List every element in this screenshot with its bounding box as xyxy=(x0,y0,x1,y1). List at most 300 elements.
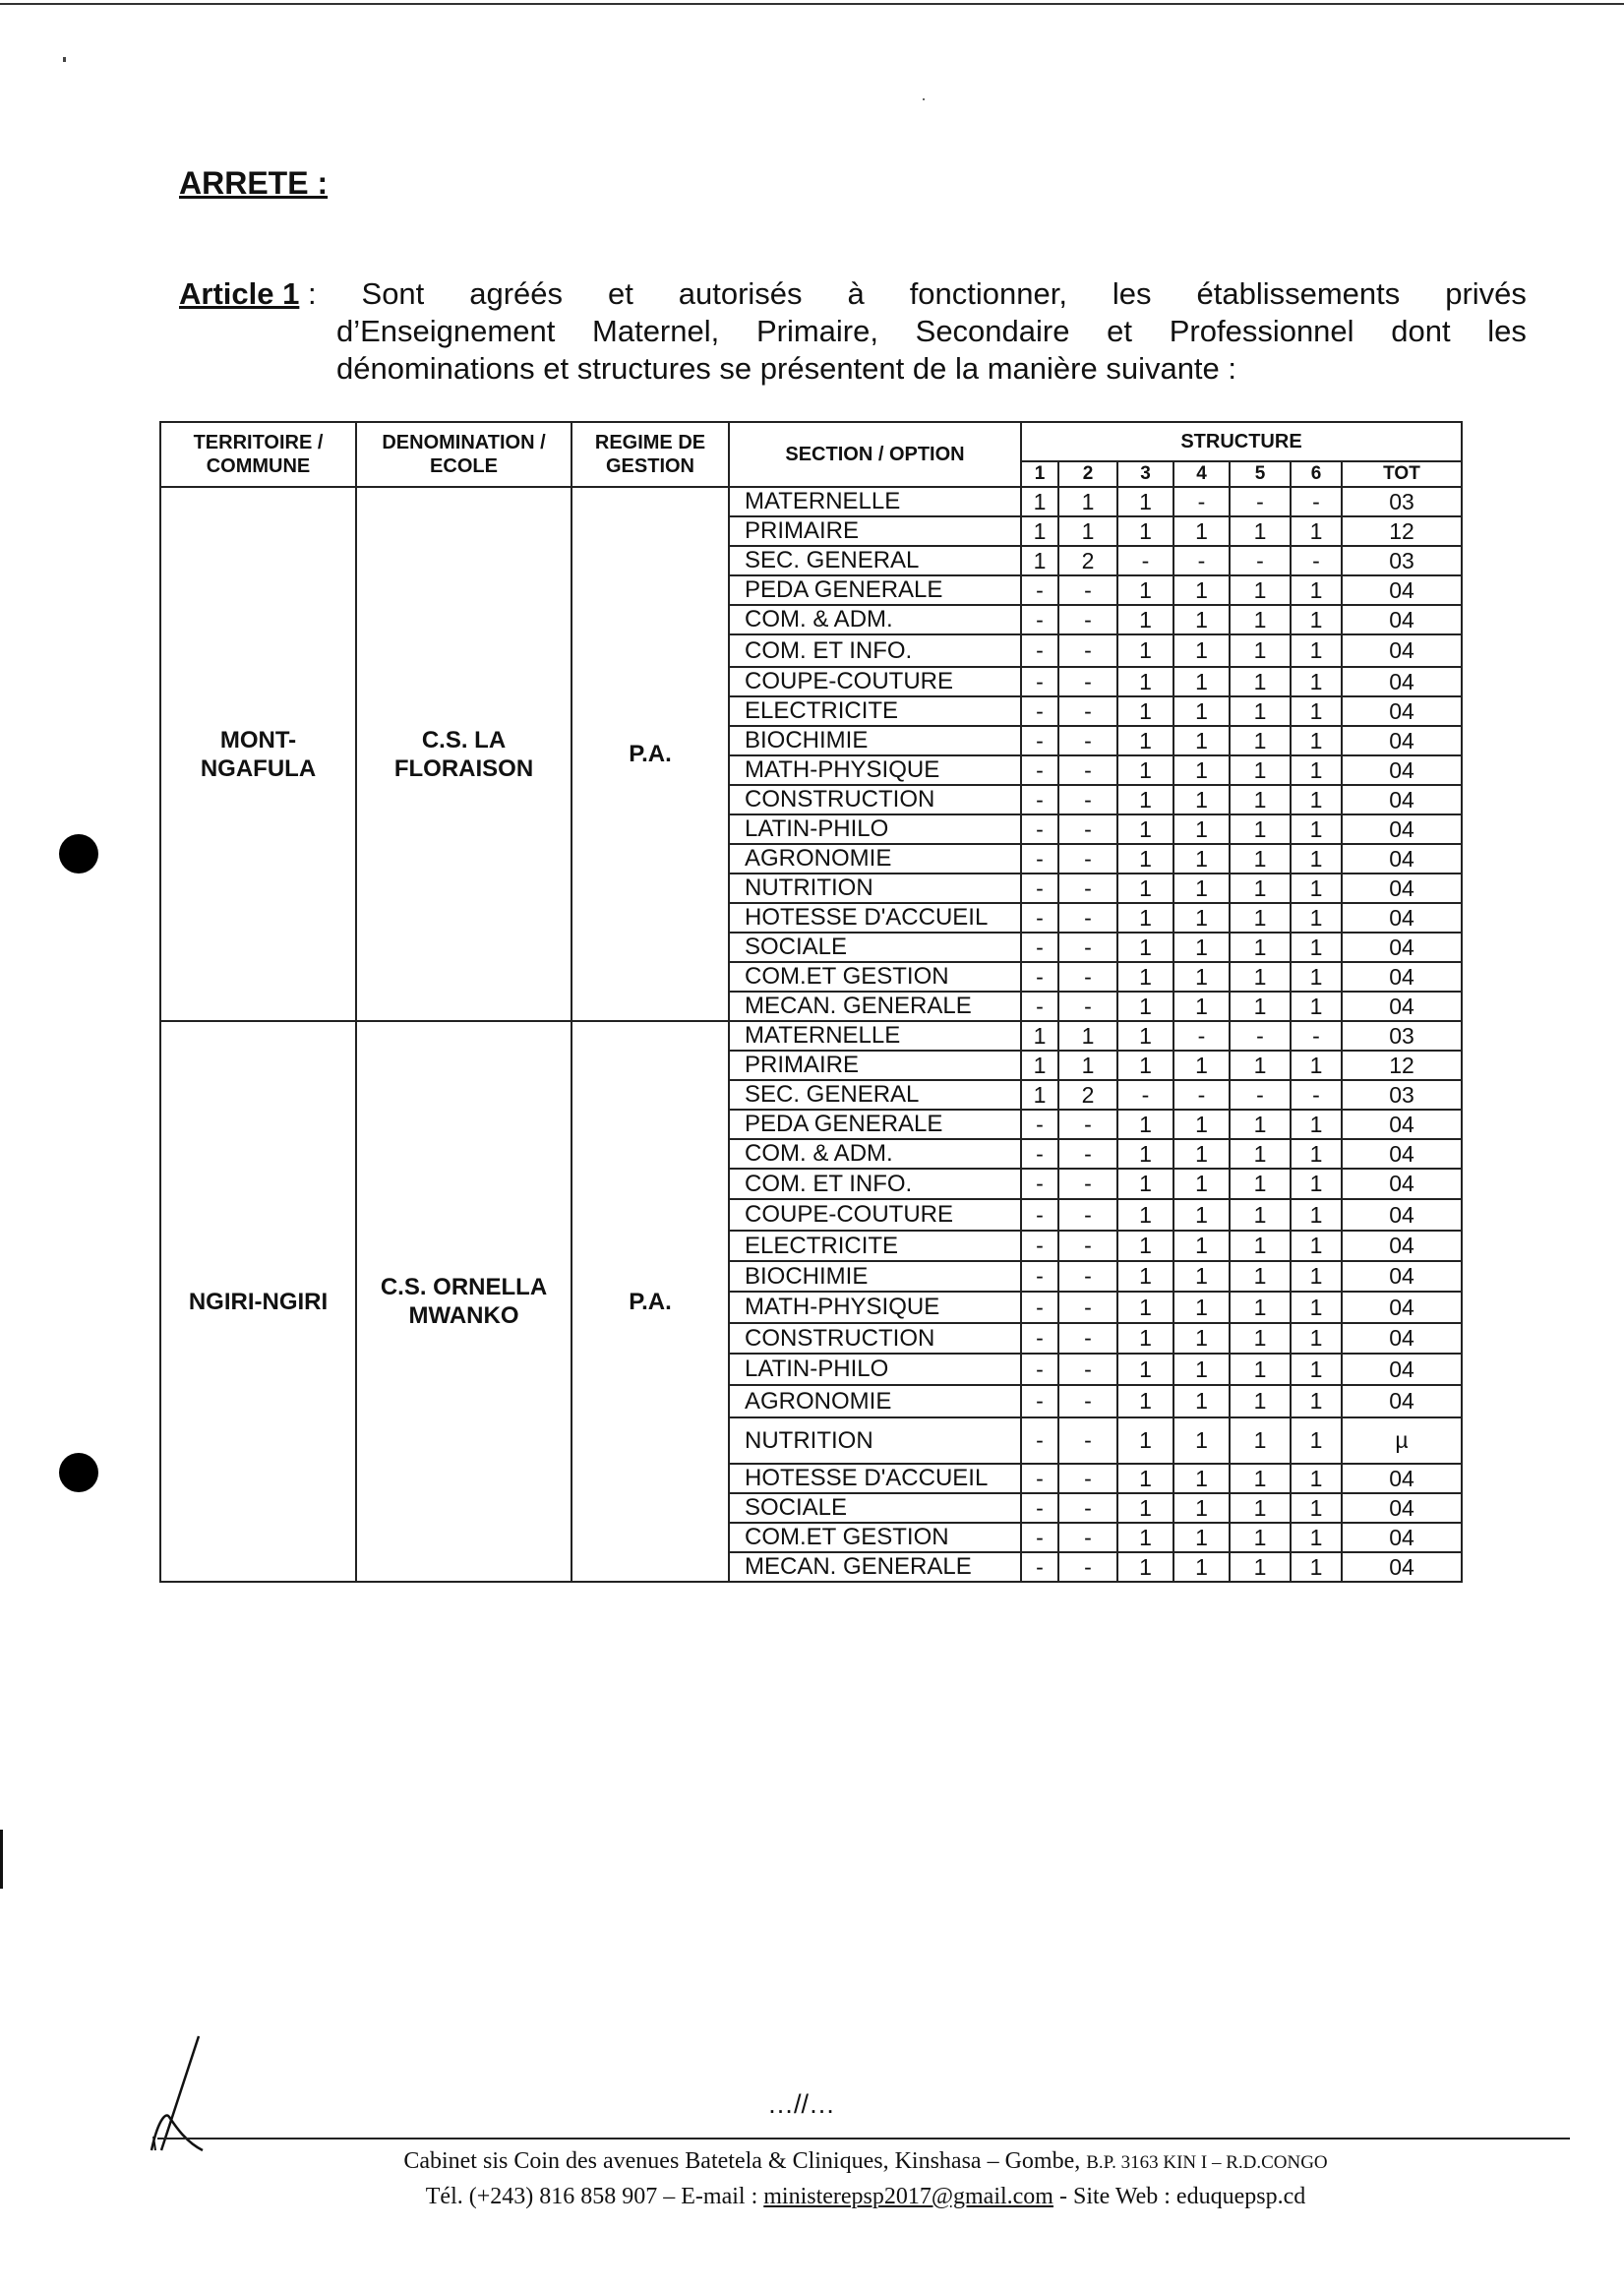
structure-value: - xyxy=(1058,1231,1117,1261)
section-option: SOCIALE xyxy=(729,1493,1021,1523)
structure-value: 1 xyxy=(1117,1231,1173,1261)
structure-value: 1 xyxy=(1117,726,1173,755)
group-ecole: C.S. LA FLORAISON xyxy=(356,487,571,1021)
structure-total: 04 xyxy=(1342,903,1462,933)
structure-total: 04 xyxy=(1342,1231,1462,1261)
header-structure-col: 3 xyxy=(1117,461,1173,487)
structure-value: 1 xyxy=(1173,1464,1230,1493)
structure-value: 1 xyxy=(1173,1354,1230,1385)
structure-value: - xyxy=(1058,992,1117,1021)
structure-value: - xyxy=(1021,696,1058,726)
structure-value: - xyxy=(1058,962,1117,992)
structure-value: 1 xyxy=(1291,755,1342,785)
structure-value: - xyxy=(1058,1523,1117,1552)
structure-value: 1 xyxy=(1173,575,1230,605)
structure-value: 1 xyxy=(1291,814,1342,844)
structure-total: 04 xyxy=(1342,844,1462,874)
structure-value: - xyxy=(1058,1139,1117,1169)
structure-value: 1 xyxy=(1117,487,1173,516)
article-word: fonctionner, xyxy=(909,276,1067,311)
structure-value: 1 xyxy=(1173,634,1230,667)
structure-value: 1 xyxy=(1291,1110,1342,1139)
structure-value: 1 xyxy=(1230,1493,1291,1523)
section-option: PRIMAIRE xyxy=(729,516,1021,546)
structure-value: 1 xyxy=(1291,1493,1342,1523)
section-option: SEC. GENERAL xyxy=(729,546,1021,575)
structure-value: - xyxy=(1058,667,1117,696)
article-word: agréés xyxy=(469,276,564,311)
structure-value: - xyxy=(1173,1021,1230,1051)
structure-value: 1 xyxy=(1230,726,1291,755)
structure-value: 1 xyxy=(1173,1552,1230,1582)
structure-value: - xyxy=(1058,1385,1117,1417)
article-word: Maternel, xyxy=(592,314,720,348)
structure-value: 1 xyxy=(1230,1199,1291,1231)
structure-value: - xyxy=(1058,605,1117,634)
structure-value: 1 xyxy=(1230,696,1291,726)
structure-value: 1 xyxy=(1291,575,1342,605)
header-section: SECTION / OPTION xyxy=(729,422,1021,487)
structure-value: - xyxy=(1021,992,1058,1021)
article-word: les xyxy=(1112,276,1152,311)
structure-total: 04 xyxy=(1342,1552,1462,1582)
structure-total: 04 xyxy=(1342,726,1462,755)
structure-value: 1 xyxy=(1117,1051,1173,1080)
section-option: MECAN. GENERALE xyxy=(729,992,1021,1021)
article-word: privés xyxy=(1445,276,1527,311)
structure-total: 04 xyxy=(1342,605,1462,634)
structure-value: - xyxy=(1021,1169,1058,1199)
structure-value: 1 xyxy=(1291,1051,1342,1080)
table-row xyxy=(160,1021,1462,1051)
footer-phone: Tél. (+243) 816 858 907 – E-mail : xyxy=(425,2184,764,2209)
structure-value: 1 xyxy=(1291,1385,1342,1417)
structure-total: 12 xyxy=(1342,1051,1462,1080)
article-label: Article 1 xyxy=(179,276,300,311)
article-word: autorisés xyxy=(678,276,803,311)
structure-value: 1 xyxy=(1230,1464,1291,1493)
scan-speck xyxy=(923,98,925,100)
structure-value: 1 xyxy=(1117,1493,1173,1523)
structure-value: 1 xyxy=(1021,546,1058,575)
structure-value: 1 xyxy=(1173,755,1230,785)
header-structure-col: 6 xyxy=(1291,461,1342,487)
structure-value: 1 xyxy=(1230,634,1291,667)
structure-value: 1 xyxy=(1291,1523,1342,1552)
structure-value: - xyxy=(1021,1385,1058,1417)
structure-value: 1 xyxy=(1291,1354,1342,1385)
structure-value: 1 xyxy=(1117,696,1173,726)
structure-value: 1 xyxy=(1173,516,1230,546)
structure-value: 1 xyxy=(1291,605,1342,634)
structure-value: 1 xyxy=(1291,844,1342,874)
structure-value: 1 xyxy=(1230,1323,1291,1354)
structure-value: 1 xyxy=(1117,874,1173,903)
structure-value: - xyxy=(1058,814,1117,844)
structure-value: 1 xyxy=(1117,1021,1173,1051)
footer-divider xyxy=(157,2138,1570,2139)
structure-value: - xyxy=(1058,903,1117,933)
structure-value: 1 xyxy=(1058,516,1117,546)
structure-value: - xyxy=(1058,575,1117,605)
section-option: NUTRITION xyxy=(729,874,1021,903)
structure-value: - xyxy=(1058,785,1117,814)
section-option: MATH-PHYSIQUE xyxy=(729,755,1021,785)
structure-total: 04 xyxy=(1342,1385,1462,1417)
structure-value: 1 xyxy=(1173,1110,1230,1139)
structure-total: 04 xyxy=(1342,992,1462,1021)
footer xyxy=(157,2144,1574,2213)
structure-value: 1 xyxy=(1291,1169,1342,1199)
structure-value: 1 xyxy=(1291,1464,1342,1493)
structure-value: 1 xyxy=(1021,1080,1058,1110)
structure-value: - xyxy=(1291,487,1342,516)
structure-value: 1 xyxy=(1291,1323,1342,1354)
structure-value: - xyxy=(1021,1464,1058,1493)
section-option: PEDA GENERALE xyxy=(729,575,1021,605)
structure-value: 1 xyxy=(1230,903,1291,933)
structure-total: 04 xyxy=(1342,874,1462,903)
article-word: et xyxy=(607,276,633,311)
structure-total: 03 xyxy=(1342,487,1462,516)
section-option: LATIN-PHILO xyxy=(729,814,1021,844)
structure-total: 04 xyxy=(1342,696,1462,726)
section-option: MATH-PHYSIQUE xyxy=(729,1292,1021,1323)
section-option: MATERNELLE xyxy=(729,1021,1021,1051)
structure-value: 1 xyxy=(1117,1199,1173,1231)
structure-value: 2 xyxy=(1058,546,1117,575)
structure-value: - xyxy=(1058,933,1117,962)
punch-hole-mark xyxy=(59,834,98,874)
footer-website: - Site Web : eduquepsp.cd xyxy=(1053,2184,1306,2209)
scan-edge-mark xyxy=(0,1830,3,1889)
structure-value: 1 xyxy=(1117,575,1173,605)
structure-value: 1 xyxy=(1117,814,1173,844)
header-structure-col: 5 xyxy=(1230,461,1291,487)
structure-value: 1 xyxy=(1173,844,1230,874)
structure-value: 1 xyxy=(1291,1231,1342,1261)
structure-value: - xyxy=(1291,1080,1342,1110)
structure-value: - xyxy=(1021,1139,1058,1169)
structure-value: - xyxy=(1021,874,1058,903)
structure-value: 1 xyxy=(1230,1385,1291,1417)
structure-value: 1 xyxy=(1230,1231,1291,1261)
structure-value: 1 xyxy=(1291,992,1342,1021)
structure-value: - xyxy=(1058,634,1117,667)
structure-value: 1 xyxy=(1117,605,1173,634)
structure-total: 04 xyxy=(1342,1493,1462,1523)
structure-value: - xyxy=(1021,605,1058,634)
structure-value: - xyxy=(1021,755,1058,785)
structure-total: 03 xyxy=(1342,1080,1462,1110)
structure-total: 04 xyxy=(1342,1523,1462,1552)
structure-value: 1 xyxy=(1291,667,1342,696)
structure-value: - xyxy=(1021,1323,1058,1354)
structure-total: 04 xyxy=(1342,634,1462,667)
structure-total: µ xyxy=(1342,1417,1462,1464)
article-word: établissements xyxy=(1196,276,1401,311)
header-structure-col: 2 xyxy=(1058,461,1117,487)
section-option: BIOCHIMIE xyxy=(729,1261,1021,1292)
section-option: COUPE-COUTURE xyxy=(729,1199,1021,1231)
structure-value: - xyxy=(1058,844,1117,874)
page-heading: ARRETE : xyxy=(179,165,329,201)
structure-value: - xyxy=(1021,1354,1058,1385)
article-word: et xyxy=(1107,314,1133,348)
section-option: COM. & ADM. xyxy=(729,1139,1021,1169)
structure-value: - xyxy=(1021,1417,1058,1464)
article-word: Professionnel xyxy=(1169,314,1354,348)
structure-value: 1 xyxy=(1230,933,1291,962)
structure-value: - xyxy=(1058,1110,1117,1139)
structure-value: 1 xyxy=(1173,1417,1230,1464)
structure-value: - xyxy=(1058,1354,1117,1385)
article-word: à xyxy=(847,276,865,311)
structure-value: 1 xyxy=(1291,1139,1342,1169)
structure-value: 1 xyxy=(1291,785,1342,814)
structure-value: - xyxy=(1291,1021,1342,1051)
structure-value: 1 xyxy=(1173,1523,1230,1552)
structure-value: - xyxy=(1021,634,1058,667)
article-line-1 xyxy=(179,275,1527,313)
structure-value: 1 xyxy=(1291,634,1342,667)
section-option: COM. ET INFO. xyxy=(729,634,1021,667)
structure-value: - xyxy=(1117,1080,1173,1110)
structure-value: 1 xyxy=(1173,1139,1230,1169)
structure-value: 1 xyxy=(1117,844,1173,874)
structure-value: 1 xyxy=(1230,605,1291,634)
section-option: LATIN-PHILO xyxy=(729,1354,1021,1385)
structure-value: - xyxy=(1021,726,1058,755)
structure-value: 1 xyxy=(1117,933,1173,962)
group-territoire: NGIRI-NGIRI xyxy=(160,1021,356,1582)
header-territoire: TERRITOIRE / COMMUNE xyxy=(160,422,356,487)
section-option: AGRONOMIE xyxy=(729,844,1021,874)
section-option: AGRONOMIE xyxy=(729,1385,1021,1417)
article-line-2 xyxy=(336,313,1527,350)
section-option: COM. & ADM. xyxy=(729,605,1021,634)
structure-value: - xyxy=(1058,1417,1117,1464)
continuation-mark: …//… xyxy=(767,2089,836,2119)
article-word: d’Enseignement xyxy=(336,314,556,348)
article-word: Primaire, xyxy=(755,314,878,348)
structure-total: 04 xyxy=(1342,1199,1462,1231)
header-structure-col: 1 xyxy=(1021,461,1058,487)
structure-value: 1 xyxy=(1291,516,1342,546)
structure-value: 1 xyxy=(1173,1169,1230,1199)
section-option: BIOCHIMIE xyxy=(729,726,1021,755)
structure-value: - xyxy=(1021,1552,1058,1582)
structure-value: 1 xyxy=(1021,487,1058,516)
structure-value: 1 xyxy=(1117,1110,1173,1139)
structure-value: - xyxy=(1021,814,1058,844)
structure-value: 1 xyxy=(1173,903,1230,933)
structure-value: 1 xyxy=(1291,1417,1342,1464)
structure-total: 04 xyxy=(1342,1354,1462,1385)
structure-value: 1 xyxy=(1230,874,1291,903)
article-word: Secondaire xyxy=(915,314,1070,348)
structure-value: 1 xyxy=(1117,785,1173,814)
structure-value: 1 xyxy=(1230,1523,1291,1552)
structure-value: - xyxy=(1230,1021,1291,1051)
header-structure-col: TOT xyxy=(1342,461,1462,487)
footer-line-2 xyxy=(157,2180,1574,2213)
structure-value: - xyxy=(1058,696,1117,726)
structure-value: - xyxy=(1173,487,1230,516)
article-label-wrap: Article 1 : xyxy=(179,276,317,311)
structure-value: - xyxy=(1058,726,1117,755)
structure-value: 1 xyxy=(1117,903,1173,933)
structure-value: 1 xyxy=(1117,1385,1173,1417)
structure-total: 04 xyxy=(1342,1110,1462,1139)
structure-value: 1 xyxy=(1173,992,1230,1021)
structure-value: - xyxy=(1021,667,1058,696)
structure-value: - xyxy=(1021,933,1058,962)
section-option: COUPE-COUTURE xyxy=(729,667,1021,696)
structure-value: 1 xyxy=(1117,667,1173,696)
structure-value: 1 xyxy=(1291,1292,1342,1323)
structure-value: 1 xyxy=(1173,1199,1230,1231)
structure-total: 04 xyxy=(1342,962,1462,992)
structure-value: 1 xyxy=(1058,1051,1117,1080)
structure-value: 1 xyxy=(1117,1464,1173,1493)
section-option: MECAN. GENERALE xyxy=(729,1552,1021,1582)
structure-value: 1 xyxy=(1291,903,1342,933)
footer-email-link[interactable]: ministerepsp2017@gmail.com xyxy=(763,2184,1053,2209)
structure-total: 04 xyxy=(1342,1292,1462,1323)
structure-value: 1 xyxy=(1173,1385,1230,1417)
structure-total: 04 xyxy=(1342,1261,1462,1292)
structure-value: - xyxy=(1173,1080,1230,1110)
structure-total: 04 xyxy=(1342,575,1462,605)
signature-mark xyxy=(148,2034,216,2152)
structure-value: 1 xyxy=(1117,962,1173,992)
structure-value: 1 xyxy=(1291,962,1342,992)
punch-hole-mark xyxy=(59,1453,98,1492)
footer-po-box: B.P. 3163 KIN I – R.D.CONGO xyxy=(1086,2152,1328,2173)
structure-value: 1 xyxy=(1230,1292,1291,1323)
structure-value: - xyxy=(1173,546,1230,575)
structure-value: - xyxy=(1117,546,1173,575)
structure-value: 1 xyxy=(1173,1231,1230,1261)
structure-value: 1 xyxy=(1117,1354,1173,1385)
footer-line-1 xyxy=(157,2144,1574,2180)
structure-value: 1 xyxy=(1117,634,1173,667)
structure-total: 04 xyxy=(1342,755,1462,785)
structure-value: 1 xyxy=(1230,1261,1291,1292)
article-word: les xyxy=(1487,314,1527,348)
structure-value: - xyxy=(1021,1523,1058,1552)
structure-value: 1 xyxy=(1117,1261,1173,1292)
structure-value: 1 xyxy=(1173,1292,1230,1323)
structure-value: 1 xyxy=(1021,1021,1058,1051)
structure-value: 1 xyxy=(1230,755,1291,785)
structure-table xyxy=(159,421,1463,1583)
structure-value: - xyxy=(1021,1261,1058,1292)
structure-value: - xyxy=(1021,844,1058,874)
footer-address: Cabinet sis Coin des avenues Batetela & Cliniques, Kinshasa – Gombe, xyxy=(403,2148,1087,2174)
structure-value: - xyxy=(1230,487,1291,516)
structure-value: 1 xyxy=(1230,1354,1291,1385)
header-structure-col: 4 xyxy=(1173,461,1230,487)
structure-value: - xyxy=(1058,874,1117,903)
structure-value: - xyxy=(1021,903,1058,933)
section-option: CONSTRUCTION xyxy=(729,785,1021,814)
structure-value: 1 xyxy=(1230,667,1291,696)
group-ecole: C.S. ORNELLA MWANKO xyxy=(356,1021,571,1582)
structure-total: 04 xyxy=(1342,933,1462,962)
structure-value: 1 xyxy=(1173,605,1230,634)
structure-value: 1 xyxy=(1173,1051,1230,1080)
structure-value: 1 xyxy=(1230,1169,1291,1199)
structure-total: 03 xyxy=(1342,546,1462,575)
structure-value: 1 xyxy=(1173,1261,1230,1292)
structure-value: 1 xyxy=(1117,755,1173,785)
structure-value: - xyxy=(1021,1110,1058,1139)
structure-value: 2 xyxy=(1058,1080,1117,1110)
structure-value: 1 xyxy=(1230,516,1291,546)
structure-value: - xyxy=(1230,1080,1291,1110)
group-regime: P.A. xyxy=(571,1021,729,1582)
group-regime: P.A. xyxy=(571,487,729,1021)
structure-value: - xyxy=(1058,1464,1117,1493)
structure-value: - xyxy=(1058,1261,1117,1292)
section-option: PRIMAIRE xyxy=(729,1051,1021,1080)
structure-value: 1 xyxy=(1291,1199,1342,1231)
section-option: COM.ET GESTION xyxy=(729,962,1021,992)
structure-total: 04 xyxy=(1342,1464,1462,1493)
section-option: ELECTRICITE xyxy=(729,696,1021,726)
structure-value: - xyxy=(1058,1323,1117,1354)
structure-value: 1 xyxy=(1230,1051,1291,1080)
section-option: HOTESSE D'ACCUEIL xyxy=(729,1464,1021,1493)
structure-value: - xyxy=(1021,1231,1058,1261)
structure-value: 1 xyxy=(1173,1323,1230,1354)
structure-total: 04 xyxy=(1342,814,1462,844)
header-regime: REGIME DE GESTION xyxy=(571,422,729,487)
section-option: MATERNELLE xyxy=(729,487,1021,516)
structure-value: 1 xyxy=(1230,844,1291,874)
structure-value: 1 xyxy=(1173,814,1230,844)
structure-value: 1 xyxy=(1117,1552,1173,1582)
structure-total: 04 xyxy=(1342,1169,1462,1199)
structure-value: 1 xyxy=(1173,726,1230,755)
structure-value: 1 xyxy=(1117,1139,1173,1169)
structure-value: 1 xyxy=(1173,785,1230,814)
article-word: dont xyxy=(1391,314,1451,348)
structure-value: 1 xyxy=(1230,785,1291,814)
structure-value: 1 xyxy=(1117,992,1173,1021)
structure-value: 1 xyxy=(1230,814,1291,844)
structure-value: 1 xyxy=(1230,1417,1291,1464)
structure-value: 1 xyxy=(1117,1292,1173,1323)
structure-value: 1 xyxy=(1173,874,1230,903)
structure-value: 1 xyxy=(1117,1169,1173,1199)
section-option: SOCIALE xyxy=(729,933,1021,962)
structure-value: - xyxy=(1291,546,1342,575)
article-1 xyxy=(179,275,1527,388)
structure-value: 1 xyxy=(1117,1523,1173,1552)
structure-value: - xyxy=(1058,1199,1117,1231)
scan-speck xyxy=(63,57,66,62)
structure-total: 04 xyxy=(1342,785,1462,814)
header-denomination: DENOMINATION / ECOLE xyxy=(356,422,571,487)
structure-value: 1 xyxy=(1021,1051,1058,1080)
structure-value: 1 xyxy=(1058,1021,1117,1051)
section-option: PEDA GENERALE xyxy=(729,1110,1021,1139)
structure-value: - xyxy=(1021,1493,1058,1523)
structure-value: 1 xyxy=(1291,1261,1342,1292)
